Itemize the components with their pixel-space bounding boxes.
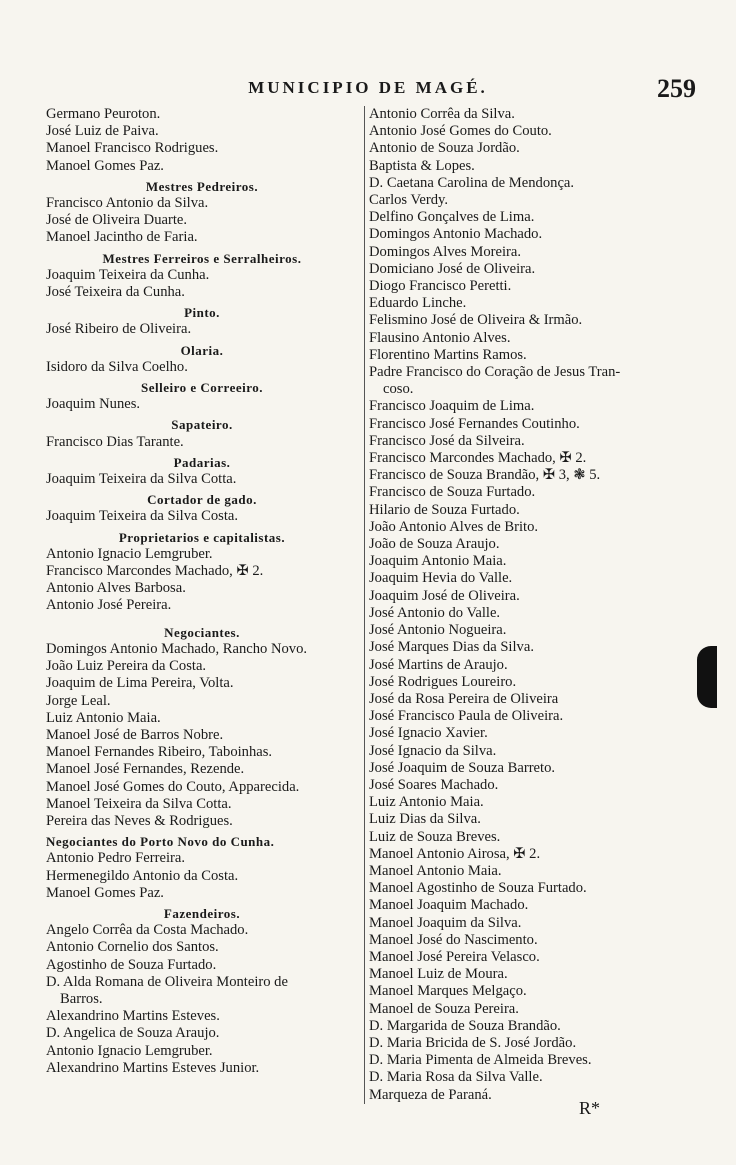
- list-item: D. Caetana Carolina de Mendonça.: [369, 174, 575, 191]
- right-column: [364, 106, 699, 1104]
- list-item: Joaquim José de Oliveira.: [369, 587, 520, 604]
- list-item: Manoel Jacintho de Faria.: [46, 229, 198, 246]
- list-item: Manoel Joaquim Machado.: [369, 897, 529, 914]
- list-item-continuation: coso.: [383, 381, 414, 398]
- list-item: Antonio Corrêa da Silva.: [369, 106, 515, 122]
- list-item: João Luiz Pereira da Costa.: [46, 658, 207, 675]
- section-heading: Mestres Ferreiros e Serralheiros.: [102, 250, 302, 266]
- section-heading: Proprietarios e capitalistas.: [118, 529, 286, 545]
- list-item: Carlos Verdy.: [369, 192, 449, 209]
- binding-mark: [697, 646, 717, 708]
- list-item: Antonio de Souza Jordão.: [369, 140, 520, 157]
- section-heading: Sapateiro.: [171, 417, 233, 433]
- list-item: Domingos Antonio Machado.: [369, 226, 543, 243]
- list-item: D. Angelica de Souza Araujo.: [46, 1025, 220, 1042]
- list-item: Antonio Ignacio Lemgruber.: [46, 545, 213, 562]
- list-item: Manoel José Fernandes, Rezende.: [46, 761, 245, 778]
- list-item: Francisco Antonio da Silva.: [46, 195, 209, 212]
- list-item: Manoel de Souza Pereira.: [369, 1000, 519, 1017]
- list-item: Francisco Dias Tarante.: [46, 433, 184, 450]
- list-item: José Francisco Paula de Oliveira.: [369, 708, 564, 725]
- list-item: Domingos Antonio Machado, Rancho Novo.: [46, 640, 308, 657]
- page-number: 259: [657, 74, 696, 103]
- list-item: Antonio José Pereira.: [46, 597, 172, 614]
- list-item: Angelo Corrêa da Costa Machado.: [46, 922, 249, 939]
- list-item: José Marques Dias da Silva.: [369, 639, 534, 656]
- list-item: Francisco Marcondes Machado, ✠ 2.: [369, 450, 587, 467]
- list-item: José Martins de Araujo.: [369, 656, 508, 673]
- list-item: Baptista & Lopes.: [369, 157, 475, 174]
- list-item: José Ignacio Xavier.: [369, 725, 488, 742]
- list-item: José Soares Machado.: [369, 776, 499, 793]
- section-heading: Negociantes.: [164, 624, 240, 640]
- list-item: D. Maria Pimenta de Almeida Breves.: [369, 1052, 592, 1069]
- list-item: Luiz de Souza Breves.: [369, 828, 501, 845]
- list-item: Antonio Pedro Ferreira.: [46, 850, 186, 867]
- list-item: D. Maria Rosa da Silva Valle.: [369, 1069, 543, 1086]
- list-item: Alexandrino Martins Esteves Junior.: [46, 1059, 260, 1076]
- page-title: MUNICIPIO DE MAGÉ.: [248, 78, 488, 97]
- list-item: Florentino Martins Ramos.: [369, 346, 527, 363]
- list-item: Joaquim Teixeira da Cunha.: [46, 266, 210, 283]
- list-item: Joaquim Nunes.: [46, 396, 141, 413]
- list-item: Alexandrino Martins Esteves.: [46, 1008, 220, 1025]
- list-item: Jorge Leal.: [46, 692, 111, 709]
- list-item: Flausino Antonio Alves.: [369, 329, 511, 346]
- list-item: Manoel Teixeira da Silva Cotta.: [46, 795, 232, 812]
- list-item: José da Rosa Pereira de Oliveira: [369, 690, 559, 707]
- list-item: Antonio Cornelio dos Santos.: [46, 939, 219, 956]
- signature-mark: R*: [578, 1098, 600, 1118]
- list-item: Francisco Marcondes Machado, ✠ 2.: [46, 563, 264, 580]
- list-item: Manoel Agostinho de Souza Furtado.: [369, 880, 587, 897]
- section-heading: Padarias.: [173, 454, 231, 470]
- list-item: Manoel Gomes Paz.: [46, 884, 164, 901]
- list-item: José Antonio do Valle.: [369, 604, 501, 621]
- left-column: [46, 106, 358, 1077]
- list-item: Isidoro da Silva Coelho.: [46, 358, 188, 375]
- list-item: Pereira das Neves & Rodrigues.: [46, 812, 233, 829]
- list-item: Manoel Marques Melgaço.: [369, 983, 527, 1000]
- list-item: José Joaquim de Souza Barreto.: [369, 759, 556, 776]
- list-item: Felismino José de Oliveira & Irmão.: [369, 312, 583, 329]
- list-item: José Antonio Nogueira.: [369, 622, 507, 639]
- section-heading: Negociantes do Porto Novo do Cunha.: [46, 834, 275, 850]
- list-item: Manoel José do Nascimento.: [369, 931, 538, 948]
- list-item: Antonio Alves Barbosa.: [46, 580, 186, 597]
- section-heading: Olaria.: [180, 342, 224, 358]
- list-item: Manoel Fernandes Ribeiro, Taboinhas.: [46, 744, 273, 761]
- list-item: José Ribeiro de Oliveira.: [46, 321, 192, 338]
- spacer: [46, 615, 358, 621]
- list-item: Marqueza de Paraná.: [369, 1086, 492, 1103]
- list-item-continuation: Barros.: [60, 990, 103, 1007]
- list-item: Germano Peuroton.: [46, 106, 161, 122]
- list-item: José de Oliveira Duarte.: [46, 212, 188, 229]
- list-item: Manoel José Gomes do Couto, Apparecida.: [46, 778, 300, 795]
- list-item: D. Margarida de Souza Brandão.: [369, 1017, 561, 1034]
- list-item: D. Alda Romana de Oliveira Monteiro de: [46, 973, 288, 990]
- list-item: Francisco Joaquim de Lima.: [369, 398, 535, 415]
- list-item: Domingos Alves Moreira.: [369, 243, 522, 260]
- list-item: José Rodrigues Loureiro.: [369, 673, 517, 690]
- list-item: João de Souza Araujo.: [369, 536, 500, 553]
- page-header: [0, 74, 736, 103]
- list-item: Hilario de Souza Furtado.: [369, 501, 520, 518]
- list-item: Antonio Ignacio Lemgruber.: [46, 1042, 213, 1059]
- list-item: Francisco José da Silveira.: [369, 432, 525, 449]
- list-item: Joaquim Hevia do Valle.: [369, 570, 513, 587]
- list-item: Manoel Gomes Paz.: [46, 157, 164, 174]
- section-heading: Pinto.: [184, 305, 220, 321]
- list-item: Luiz Dias da Silva.: [369, 811, 481, 828]
- list-item: Antonio José Gomes do Couto.: [369, 123, 552, 140]
- list-item: Francisco José Fernandes Coutinho.: [369, 415, 580, 432]
- list-item: Luiz Antonio Maia.: [369, 794, 484, 811]
- list-item: Joaquim Teixeira da Silva Cotta.: [46, 471, 237, 488]
- list-item: D. Maria Bricida de S. José Jordão.: [369, 1034, 577, 1051]
- list-item: José Teixeira da Cunha.: [46, 284, 185, 301]
- list-item: Eduardo Linche.: [369, 295, 467, 312]
- list-item: Domiciano José de Oliveira.: [369, 260, 536, 277]
- list-item: João Antonio Alves de Brito.: [369, 518, 539, 535]
- list-item: Manoel Luiz de Moura.: [369, 966, 508, 983]
- list-item: Agostinho de Souza Furtado.: [46, 956, 217, 973]
- list-item: Delfino Gonçalves de Lima.: [369, 209, 535, 226]
- list-item: Manoel Joaquim da Silva.: [369, 914, 522, 931]
- section-heading: Fazendeiros.: [163, 905, 241, 921]
- list-item: Manoel José de Barros Nobre.: [46, 726, 224, 743]
- list-item: Joaquim Teixeira da Silva Costa.: [46, 508, 239, 525]
- section-heading: Cortador de gado.: [147, 492, 257, 508]
- list-item: Manoel Antonio Maia.: [369, 862, 502, 879]
- section-heading: Selleiro e Correeiro.: [140, 380, 264, 396]
- list-item: José Ignacio da Silva.: [369, 742, 497, 759]
- list-item: José Luiz de Paiva.: [46, 123, 159, 140]
- list-item: Joaquim Antonio Maia.: [369, 553, 507, 570]
- list-item: Luiz Antonio Maia.: [46, 709, 161, 726]
- section-heading: Mestres Pedreiros.: [145, 178, 259, 194]
- list-item: Francisco de Souza Furtado.: [369, 484, 536, 501]
- list-item: Manoel José Pereira Velasco.: [369, 948, 540, 965]
- list-item: Padre Francisco do Coração de Jesus Tran-: [369, 364, 621, 381]
- list-item: Hermenegildo Antonio da Costa.: [46, 867, 239, 884]
- list-item: Manoel Antonio Airosa, ✠ 2.: [369, 845, 541, 862]
- list-item: Diogo Francisco Peretti.: [369, 278, 512, 295]
- list-item: Manoel Francisco Rodrigues.: [46, 140, 219, 157]
- list-item: Joaquim de Lima Pereira, Volta.: [46, 675, 234, 692]
- list-item: Francisco de Souza Brandão, ✠ 3, ❃ 5.: [369, 467, 601, 484]
